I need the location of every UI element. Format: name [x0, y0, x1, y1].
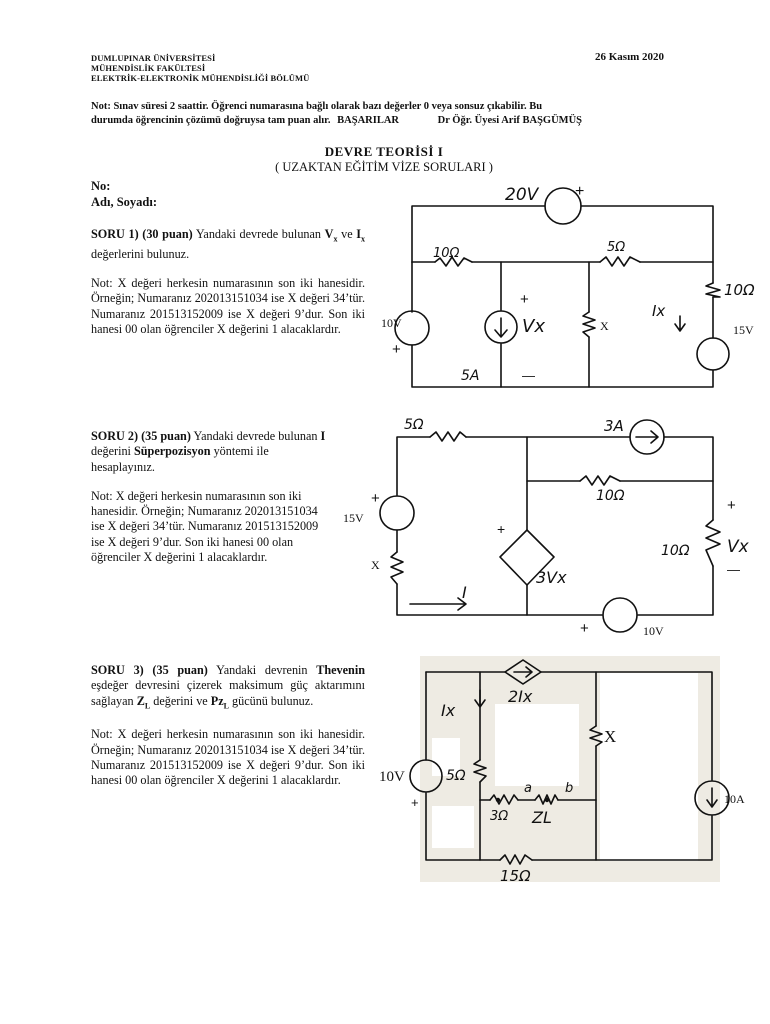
circuit-3-diagram: [375, 650, 745, 885]
q2-method: Süperpozisyon: [133, 444, 211, 459]
c2-arrow-i: [410, 598, 466, 610]
note-line-2-text: durumda öğrencinin çözümü doğruysa tam puan alır.: [91, 115, 331, 126]
student-no-label: No:: [91, 179, 111, 193]
q1-text-a: Yandaki devrede bulunan: [192, 227, 325, 241]
c3-label-r15: 15Ω: [500, 867, 531, 885]
question-2-head: SORU 2) (35 puan): [91, 429, 191, 443]
circuit-1-diagram: [370, 175, 770, 400]
c1-label-vx-plus: +: [520, 291, 529, 308]
c2-label-dep: 3Vx: [536, 568, 567, 587]
c2-wire-left-low: [397, 584, 602, 615]
q1-text-and: ve: [337, 227, 357, 241]
q2-text-a: Yandaki devrede bulunan: [190, 429, 321, 443]
c3-label-b: b: [565, 781, 574, 796]
c1-label-vx: Vx: [522, 316, 545, 337]
q1-ix-sub: x: [361, 234, 365, 244]
c1-label-20v: 20V: [505, 185, 539, 205]
c3-label-10v-plus: +: [411, 795, 419, 810]
exam-title: DEVRE TEORİSİ I: [324, 144, 444, 159]
question-1-text: [91, 227, 365, 262]
c3-inner-window-2: [600, 673, 698, 861]
c2-label-i: I: [462, 583, 467, 602]
c1-res-x: [583, 312, 595, 337]
q3-pzl: Pz: [210, 693, 224, 708]
c2-res-x: [391, 552, 403, 584]
c2-label-15v-plus: +: [371, 490, 380, 507]
c1-label-10v-plus: +: [392, 341, 401, 358]
faculty-name: MÜHENDİSLİK FAKÜLTESİ: [91, 63, 206, 73]
c3-label-10a: 10A: [724, 792, 745, 806]
c2-label-r10b: 10Ω: [661, 543, 690, 559]
question-1-head: SORU 1) (30 puan): [91, 227, 193, 241]
question-2-note: Not: X değeri herkesin numarasının son iki hanesidir. Örneğin; Numaranız 202013151034 ise X değeri 34’tür. Numaranız 201513152009 ise X değeri 9’dur. Son iki hanesi 00 olan öğrenciler X değerini 1 alacaklardır.: [91, 488, 319, 565]
c2-source-15v: [380, 496, 414, 530]
instructor-name: Dr Öğr. Üyesi Arif BAŞGÜMÜŞ: [437, 115, 582, 126]
q3-method: Thevenin: [316, 663, 365, 677]
c3-inner-window-1: [495, 704, 579, 786]
q3-text-b: eşdeğer devresini çizerek maksimum güç aktarımını sağlayan: [91, 678, 365, 708]
c2-label-vx-minus: —: [727, 562, 740, 577]
c2-label-3a: 3A: [604, 417, 624, 435]
university-header: [91, 53, 309, 83]
c1-label-vx-minus: —: [522, 368, 535, 383]
c2-source-10v: [603, 598, 637, 632]
c1-arrow-ix: [675, 316, 685, 331]
c3-label-10v: 10V: [379, 769, 405, 785]
question-3-head: SORU 3) (35 puan): [91, 663, 208, 677]
question-3-note: Not: X değeri herkesin numarasının son iki hanesidir. Örneğin; Numaranız 202013151034 ise X değeri 34’tür. Numaranız 201513152009 ise X değeri 9’dur. Son iki hanesi 00 olan öğrenciler X değerini 1 alacaklardır.: [91, 727, 365, 788]
c2-wire-bottom-right: [638, 566, 713, 615]
c2-wire-top-right: [664, 437, 713, 520]
c1-label-15v: 15V: [733, 323, 754, 337]
question-1: [91, 227, 365, 337]
c2-label-r5: 5Ω: [404, 417, 424, 433]
c3-label-x: X: [604, 727, 617, 746]
c3-label-r5: 5Ω: [446, 768, 466, 784]
question-2-text: [91, 429, 331, 475]
c1-label-10v: 10V: [381, 316, 402, 330]
question-3: [91, 663, 365, 789]
c2-label-10v-plus: +: [580, 620, 589, 637]
c3-label-zl: ZL: [532, 808, 552, 827]
c1-res-5: [600, 257, 640, 266]
c1-label-5a: 5A: [461, 368, 480, 384]
c2-label-dep-plus: +: [497, 521, 506, 537]
c2-wire-mid: [527, 437, 580, 481]
c2-label-x: X: [371, 558, 380, 572]
c1-wire-mid-right: [640, 262, 713, 283]
c1-wire-left-low: [412, 345, 713, 387]
note-line-1: Not: Sınav süresi 2 saattir. Öğrenci numarasına bağlı olarak bazı değerler 0 veya sonsuz çıkabilir. Bu: [91, 101, 543, 112]
q3-text-c: değerini ve: [150, 693, 211, 708]
department-name: ELEKTRİK-ELEKTRONİK MÜHENDİSLİĞİ BÖLÜMÜ: [91, 73, 310, 83]
exam-date: 26 Kasım 2020: [595, 51, 665, 63]
c3-node-a: [496, 798, 500, 802]
q3-zl-sub: L: [144, 701, 151, 711]
q3-zl: Z: [136, 693, 145, 708]
q1-ix: I: [356, 227, 361, 241]
note-line-2: [91, 114, 691, 128]
c2-res-5: [430, 432, 466, 441]
c1-label-r10a: 10Ω: [433, 246, 460, 261]
c2-label-r10a: 10Ω: [596, 488, 625, 504]
q3-pzl-sub: L: [223, 701, 229, 711]
c3-label-r3: 3Ω: [490, 809, 509, 824]
q3-text-d: gücünü bulunuz.: [228, 693, 314, 708]
c1-arrow-5a: [495, 318, 507, 337]
c2-label-vx: Vx: [727, 537, 749, 557]
c1-wire-top-right: [581, 206, 713, 262]
q1-vx: V: [324, 227, 334, 241]
c1-source-15v: [697, 338, 729, 370]
c1-wire-top: [412, 206, 545, 262]
c2-label-vx-plus: +: [727, 497, 736, 514]
c2-wire-top-left: [397, 437, 430, 495]
exam-subtitle: ( UZAKTAN EĞİTİM VİZE SORULARI ): [275, 160, 493, 174]
c1-label-ix: Ix: [652, 302, 666, 320]
exam-note: [91, 100, 691, 128]
c2-res-10a: [580, 476, 620, 485]
c3-label-dep: 2Ix: [508, 687, 533, 706]
c1-label-r5: 5Ω: [607, 240, 626, 255]
c1-label-20v-plus: +: [575, 183, 585, 200]
c3-inner-window-3: [432, 806, 474, 848]
c1-label-r10b: 10Ω: [724, 281, 755, 299]
circuit-2-diagram: [340, 410, 750, 642]
q2-text-b: değerini: [91, 444, 134, 459]
c2-res-10b: [706, 520, 720, 566]
c3-node-b: [545, 798, 549, 802]
q3-text-a: Yandaki devrenin: [207, 663, 317, 677]
q1-vx-sub: x: [333, 234, 338, 244]
student-name-label: Adı, Soyadı:: [91, 195, 157, 209]
q2-text-c: yöntemi ile hesaplayınız.: [91, 444, 269, 474]
c2-label-10v: 10V: [643, 624, 664, 638]
c3-label-a: a: [524, 781, 532, 796]
university-name: DUMLUPINAR ÜNİVERSİTESİ: [91, 53, 216, 63]
question-3-text: [91, 663, 365, 713]
q2-i: I: [320, 429, 326, 443]
c1-res-10b: [706, 283, 720, 297]
question-1-note: Not: X değeri herkesin numarasının son iki hanesidir. Örneğin; Numaranız 202013151034 ise X değeri 34’tür. Numaranız 201513152009 ise X değeri 9’dur. Son iki hanesi 00 olan öğrenciler X değerini 1 alacaklardır.: [91, 276, 365, 336]
c2-arrow-3a: [636, 431, 658, 443]
c3-label-ix: Ix: [441, 701, 456, 720]
note-success: BAŞARILAR: [337, 115, 399, 126]
q1-text-b: değerlerini bulunuz.: [91, 246, 190, 261]
c1-label-x: X: [600, 319, 609, 333]
question-2: [91, 429, 331, 565]
c2-label-15v: 15V: [343, 511, 364, 525]
